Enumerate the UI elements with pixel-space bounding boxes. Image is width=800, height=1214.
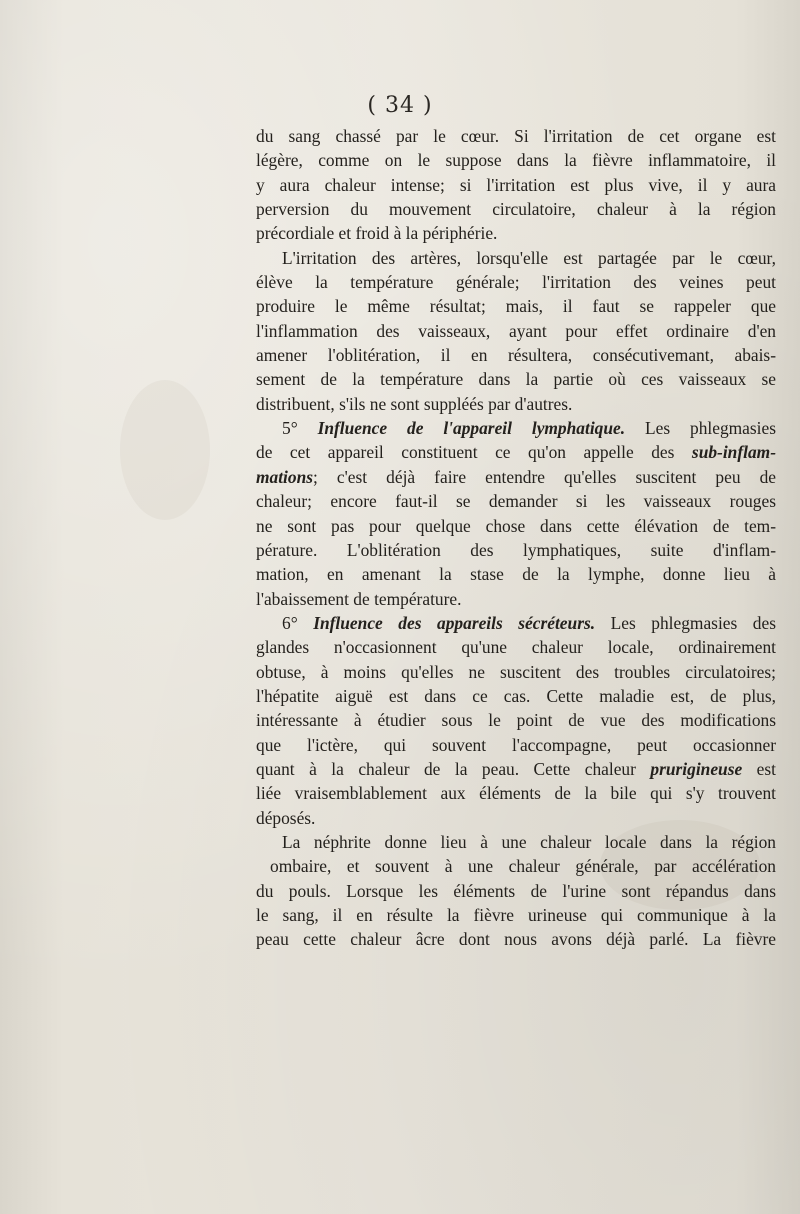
line-text: déposés. — [256, 807, 316, 828]
text-line — [256, 514, 776, 538]
line-text: légère, comme on le suppose dans la fièvre inflammatoire, il — [256, 150, 776, 171]
line-text: le sang, il en résulte la fièvre urineuse qui communique à la — [256, 905, 776, 925]
line-text: distribuent, s'ils ne sont suppléés par d'autres. — [256, 393, 573, 414]
line-text: l'hépatite aiguë est dans ce cas. Cette maladie est, de plus, — [256, 685, 776, 706]
text-line — [256, 197, 776, 221]
line-italic: sub-inflam- — [691, 442, 776, 463]
text-line — [256, 757, 776, 781]
text-line — [256, 660, 776, 684]
text-line — [256, 903, 776, 927]
line-text: que l'ictère, qui souvent l'accompagne, peut occasionner — [256, 734, 776, 755]
line-text: amener l'oblitération, il en résultera, consécutivemant, abais- — [256, 345, 776, 366]
text-line — [256, 538, 776, 562]
text-line — [256, 635, 776, 659]
text-line — [256, 294, 776, 318]
line-text: y aura chaleur intense; si l'irritation est plus vive, il y aura — [256, 174, 776, 195]
line-text: élève la température générale; l'irritation des veines peut — [256, 272, 776, 293]
line-suffix: est — [742, 758, 776, 779]
line-text: sement de la température dans la partie où ces vaisseaux se — [256, 369, 776, 390]
line-text: obtuse, à moins qu'elles ne suscitent des troubles circulatoires; — [256, 661, 776, 682]
text-line — [256, 489, 776, 513]
text-line — [256, 392, 776, 416]
text-line — [256, 733, 776, 757]
text-line — [256, 124, 776, 148]
line-suffix: Les phlegmasies — [625, 418, 776, 439]
line-prefix: quant à la chaleur de la peau. Cette chaleur — [256, 758, 651, 779]
line-italic: Influence des appareils sécréteurs. — [313, 612, 596, 633]
line-prefix: 6° — [282, 612, 314, 633]
text-line — [256, 270, 776, 294]
text-line — [256, 927, 776, 951]
line-prefix: 5° — [282, 418, 318, 439]
text-line — [256, 684, 776, 708]
text-line — [256, 416, 776, 440]
text-line — [256, 708, 776, 732]
text-line — [256, 343, 776, 367]
line-text: l'abaissement de température. — [256, 588, 462, 609]
text-line — [256, 879, 776, 903]
line-italic: mations — [256, 466, 314, 487]
line-text: du pouls. Lorsque les éléments de l'urine sont répandus dans — [256, 880, 776, 901]
paper-stain — [120, 380, 210, 520]
line-text: intéressante à étudier sous le point de vue des modifications — [256, 710, 776, 731]
line-text: chaleur; encore faut-il se demander si les vaisseaux rouges — [256, 491, 776, 512]
text-line — [256, 854, 776, 878]
line-prefix: de cet appareil constituent ce qu'on appelle des — [256, 442, 692, 463]
line-text: liée vraisemblablement aux éléments de la bile qui s'y trouvent — [256, 783, 776, 804]
text-line — [256, 173, 776, 197]
text-line — [256, 319, 776, 343]
text-line — [256, 830, 776, 854]
body-text — [256, 124, 776, 952]
text-line — [256, 246, 776, 270]
line-italic: prurigineuse — [650, 758, 743, 779]
text-line — [256, 587, 776, 611]
line-suffix: Les phlegmasies des — [595, 612, 776, 633]
text-line — [256, 440, 776, 464]
line-text: mation, en amenant la stase de la lymphe, donne lieu à — [256, 564, 776, 585]
text-line — [256, 148, 776, 172]
page-number: ( 34 ) — [367, 93, 433, 118]
line-text: peau cette chaleur âcre dont nous avons déjà parlé. La fièvre — [256, 929, 776, 950]
line-text: L'irritation des artères, lorsqu'elle est partagée par le cœur, — [282, 247, 776, 268]
text-line — [256, 806, 776, 830]
text-line — [256, 367, 776, 391]
text-line — [256, 221, 776, 245]
line-text: La néphrite donne lieu à une chaleur locale dans la région — [282, 831, 776, 852]
line-text: ombaire, et souvent à une chaleur générale, par accélération — [270, 856, 776, 877]
line-text: glandes n'occasionnent qu'une chaleur locale, ordinairement — [256, 637, 776, 658]
text-line — [256, 465, 776, 489]
line-italic: Influence de l'appareil lymphatique. — [317, 418, 626, 439]
text-line — [256, 611, 776, 635]
line-text: produire le même résultat; mais, il faut se rappeler que — [256, 296, 776, 317]
line-text: pérature. L'oblitération des lymphatiques, suite d'inflam- — [256, 539, 776, 560]
line-text: du sang chassé par le cœur. Si l'irritation de cet organe est — [256, 126, 776, 146]
line-text: précordiale et froid à la périphérie. — [256, 223, 498, 244]
line-suffix: ; c'est déjà faire entendre qu'elles suscitent peu de — [313, 466, 776, 487]
text-line — [256, 562, 776, 586]
line-text: l'inflammation des vaisseaux, ayant pour effet ordinaire d'en — [256, 320, 776, 341]
line-text: perversion du mouvement circulatoire, chaleur à la région — [256, 199, 776, 220]
text-line — [256, 781, 776, 805]
line-text: ne sont pas pour quelque chose dans cette élévation de tem- — [256, 515, 776, 536]
